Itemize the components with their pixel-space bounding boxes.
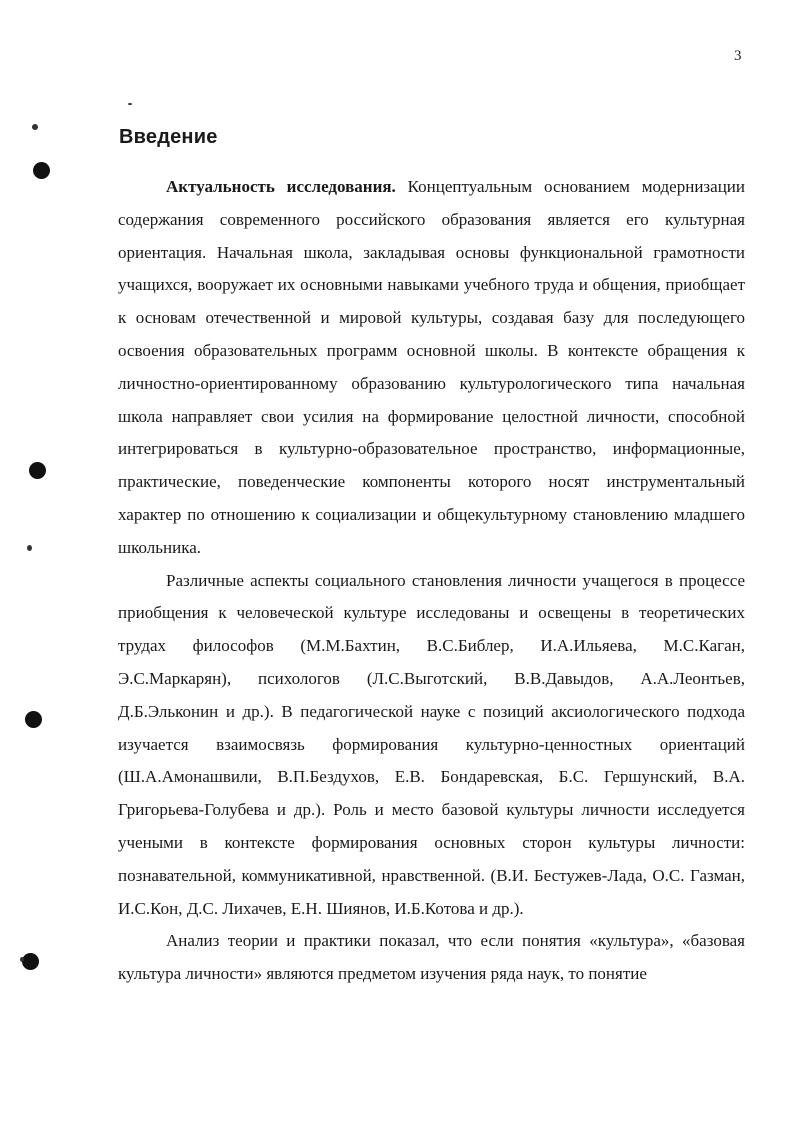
body-text [118, 171, 745, 991]
scan-speck [128, 103, 132, 105]
paragraph-text: Концептуальным основанием модернизации содержания современного российского образования является его культурная ориентация. Начальная школа, закладывая основы функциональной грамотности учащихся, вооружает их основными навыками учебного труда и общения, приобщает к основам отечественной и мировой культуры, создавая базу для последующего освоения образовательных программ основной школы. В контексте обращения к личностно-ориентированному образованию культурологического типа начальная школа направляет свои усилия на формирование целостной личности, способной интегрироваться в культурно-образовательное пространство, информационные, практические, поведенческие компоненты которого носят инструментальный характер по отношению к социализации и общекультурному становлению младшего школьника. [118, 177, 745, 557]
section-heading: Введение [119, 126, 218, 149]
scan-speck [27, 545, 32, 551]
punch-hole [25, 711, 42, 728]
punch-hole [22, 953, 39, 970]
punch-hole [33, 162, 50, 179]
scan-speck [32, 124, 38, 130]
page-number: 3 [734, 48, 742, 64]
paragraph-aspects: Различные аспекты социального становления личности учащегося в процессе приобщения к человеческой культуре исследованы и освещены в теоретических трудах философов (М.М.Бахтин, В.С.Библер, И.А.Ильяева, М.С.Каган, Э.С.Маркарян), психологов (Л.С.Выготский, В.В.Давыдов, А.А.Леонтьев, Д.Б.Эльконин и др.). В педагогической науке с позиций аксиологического подхода изучается взаимосвязь формирования культурно-ценностных ориентаций (Ш.А.Амонашвили, В.П.Бездухов, Е.В. Бондаревская, Б.С. Гершунский, В.А. Григорьева-Голубева и др.). Роль и место базовой культуры личности исследуется учеными в контексте формирования основных сторон культуры личности: познавательной, коммуникативной, нравственной. (В.И. Бестужев-Лада, О.С. Газман, И.С.Кон, Д.С. Лихачев, Е.Н. Шиянов, И.Б.Котова и др.). [118, 570, 745, 918]
punch-hole [29, 462, 46, 479]
paragraph-lead: Актуальность исследования. [166, 177, 396, 196]
paragraph-analysis: Анализ теории и практики показал, что если понятия «культура», «базовая культура личности» являются предметом изучения ряда наук, то понятие [118, 931, 745, 984]
scan-speck [20, 957, 24, 962]
paragraph-relevance [118, 171, 745, 565]
